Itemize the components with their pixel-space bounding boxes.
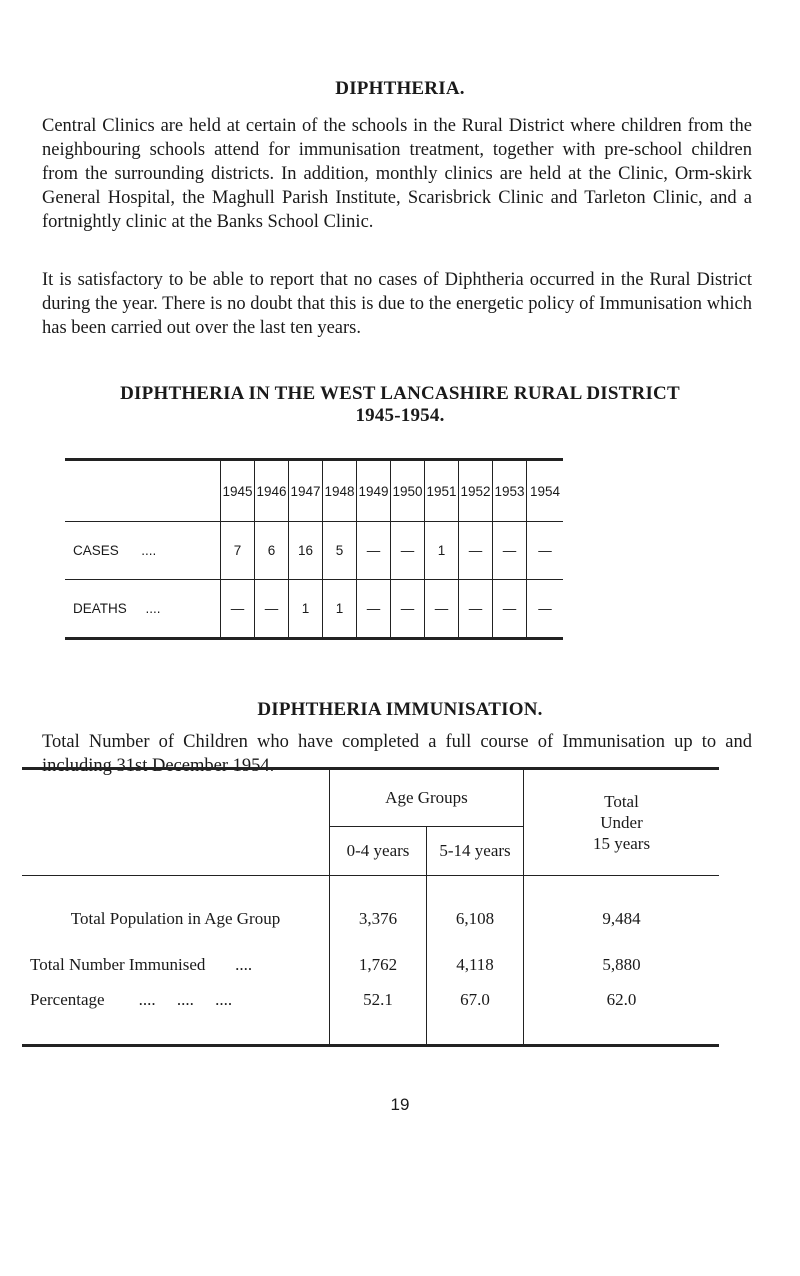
table-row xyxy=(22,982,719,1046)
year-header: 1952 xyxy=(459,460,493,522)
header-blank-cell xyxy=(22,769,330,876)
immunisation-paragraph: Total Number of Children who have completed a full course of Immunisation up to and including 31st December 1954. xyxy=(42,732,752,776)
year-header: 1948 xyxy=(323,460,357,522)
header-blank-cell xyxy=(65,460,221,522)
table-row xyxy=(22,876,719,949)
table-cell: 52.1 xyxy=(330,982,427,1046)
table-cell: 4,118 xyxy=(427,948,524,982)
table-cell: — xyxy=(391,522,425,580)
col-5-14-header: 5-14 years xyxy=(427,827,524,876)
immunisation-table xyxy=(22,767,719,1047)
year-header: 1951 xyxy=(425,460,459,522)
table-cell: — xyxy=(255,580,289,639)
col-0-4-header: 0-4 years xyxy=(330,827,427,876)
table-cell: 3,376 xyxy=(330,876,427,949)
year-header: 1947 xyxy=(289,460,323,522)
year-header: 1946 xyxy=(255,460,289,522)
table-cell: 1 xyxy=(289,580,323,639)
row-label-deaths: DEATHS .... xyxy=(73,601,161,616)
table-cell: 62.0 xyxy=(524,982,720,1046)
table-cell: — xyxy=(493,522,527,580)
table-cell: — xyxy=(391,580,425,639)
table-cell: 1 xyxy=(323,580,357,639)
year-header: 1954 xyxy=(527,460,564,522)
table-cell: 9,484 xyxy=(524,876,720,949)
group-header-row xyxy=(22,769,719,827)
year-header-row xyxy=(65,460,563,522)
intro-paragraph: Central Clinics are held at certain of the schools in the Rural District where children from the neighbouring schools attend for immunisation treatment, together with pre-school children from the surrounding districts. In addition, monthly clinics are held at the Clinic, Orm-skirk General Hospital, the Maghull Parish Institute, Scarisbrick Clinic and Tarleton Clinic, and a fortnightly clinic at the Banks School Clinic. xyxy=(42,116,752,232)
total-header xyxy=(524,769,720,876)
row-label-cases: CASES .... xyxy=(73,543,157,558)
table-cell: — xyxy=(527,580,564,639)
total-header-line: Total xyxy=(604,792,639,811)
age-groups-header: Age Groups xyxy=(330,769,524,827)
table-cell: — xyxy=(357,580,391,639)
cases-row xyxy=(65,522,563,580)
table-cell: — xyxy=(527,522,564,580)
table-cell: 7 xyxy=(221,522,255,580)
year-header: 1949 xyxy=(357,460,391,522)
page-heading: DIPHTHERIA. xyxy=(335,78,465,99)
table-cell: 1,762 xyxy=(330,948,427,982)
table-cell: — xyxy=(459,522,493,580)
immunisation-heading: DIPHTHERIA IMMUNISATION. xyxy=(257,699,543,720)
year-header: 1945 xyxy=(221,460,255,522)
table-cell: — xyxy=(357,522,391,580)
total-header-line: Under xyxy=(600,813,643,832)
table-cell: — xyxy=(459,580,493,639)
table-cell: 67.0 xyxy=(427,982,524,1046)
table-cell: 5,880 xyxy=(524,948,720,982)
table1-title: DIPHTHERIA IN THE WEST LANCASHIRE RURAL DISTRICT xyxy=(120,383,680,404)
diphtheria-cases-table xyxy=(65,458,563,640)
table-cell: 6 xyxy=(255,522,289,580)
table-cell: 1 xyxy=(425,522,459,580)
table-cell: 16 xyxy=(289,522,323,580)
row-label: Total Number Immunised .... xyxy=(30,955,253,974)
row-label: Total Population in Age Group xyxy=(70,909,281,928)
page-number: 19 xyxy=(390,1095,410,1114)
table-cell: — xyxy=(493,580,527,639)
table-cell: — xyxy=(221,580,255,639)
year-header: 1953 xyxy=(493,460,527,522)
year-header: 1950 xyxy=(391,460,425,522)
table-cell: 6,108 xyxy=(427,876,524,949)
table-cell: — xyxy=(425,580,459,639)
row-label: Percentage .... .... .... xyxy=(30,990,233,1009)
table-cell: 5 xyxy=(323,522,357,580)
table1-title-years: 1945-1954. xyxy=(355,405,445,426)
deaths-row xyxy=(65,580,563,639)
status-paragraph: It is satisfactory to be able to report that no cases of Diphtheria occurred in the Rural District during the year. There is no doubt that this is due to the energetic policy of Immunisation which has been carried out over the last ten years. xyxy=(42,270,752,338)
table-row xyxy=(22,948,719,982)
total-header-line: 15 years xyxy=(592,834,651,853)
